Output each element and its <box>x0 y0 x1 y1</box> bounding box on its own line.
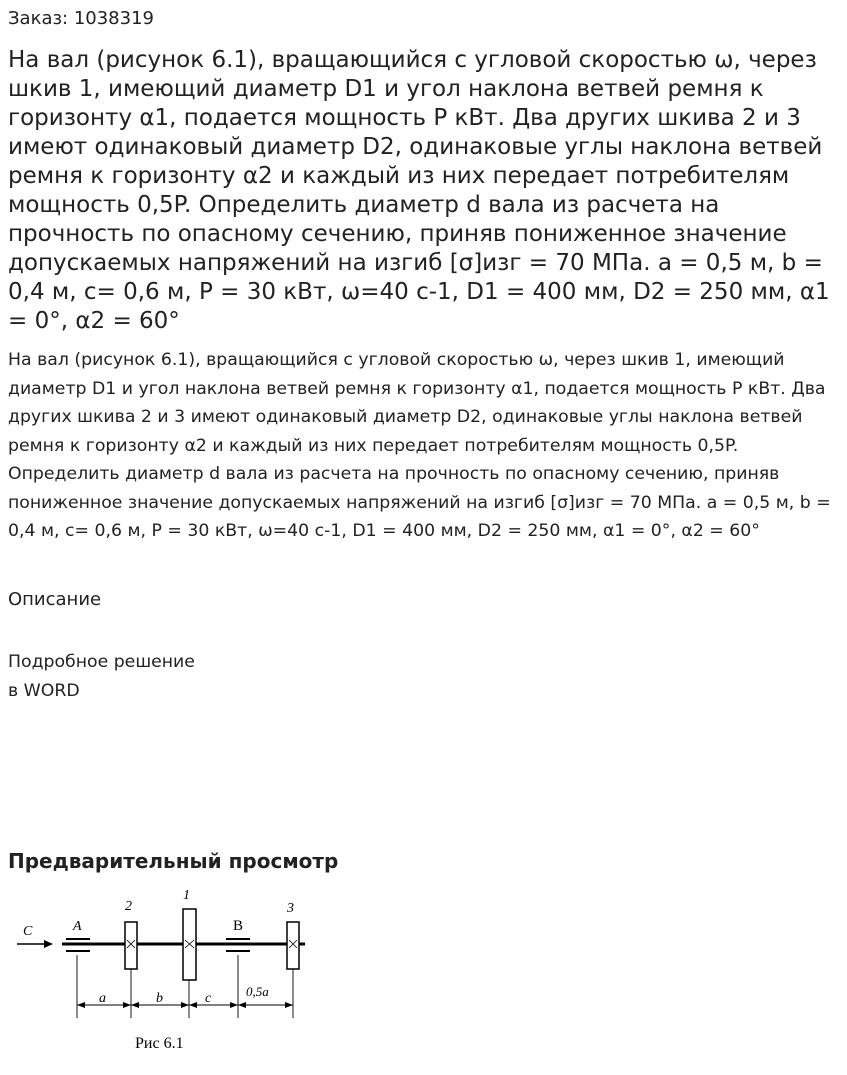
pulley-2 <box>125 922 137 969</box>
support-a-label: A <box>73 919 82 934</box>
description-line-1: Подробное решение <box>8 652 195 672</box>
pulley-2-label: 2 <box>125 899 132 914</box>
description-heading: Описание <box>8 589 102 610</box>
dim-label-half-a: 0,5a <box>246 984 269 999</box>
pulley-3-label: 3 <box>287 901 294 916</box>
pulley-3 <box>287 922 299 969</box>
shaft-diagram <box>10 880 330 1060</box>
dim-label-b: b <box>156 991 163 1006</box>
task-title: На вал (рисунок 6.1), вращающийся с угловой скоростью ω, через шкив 1, имеющий диаметр D1 и угол наклона ветвей ремня к горизонту α1, подается мощность P кВт. Два других шкива 2 и 3 имеют одинаковый диаметр D2, одинаковые углы наклона ветвей ремня к горизонту α2 и каждый из них передает потребителям мощность 0,5P. Определить диаметр d вала из расчета на прочность по опасному сечению, приняв пониженное значение допускаемых напряжений на изгиб [σ]изг = 70 МПа. a = 0,5 м, b = 0,4 м, c= 0,6 м, P = 30 кВт, ω=40 c-1, D1 = 400 мм, D2 = 250 мм, α1 = 0°, α2 = 60° <box>8 47 830 334</box>
support-b-label: B <box>233 918 244 934</box>
figure-caption: Рис 6.1 <box>135 1035 184 1052</box>
force-label: C <box>23 924 33 939</box>
pulley-1-label: 1 <box>183 888 190 903</box>
dim-label-c: c <box>205 991 212 1006</box>
task-description: На вал (рисунок 6.1), вращающийся с угловой скоростью ω, через шкив 1, имеющий диаметр D1 и угол наклона ветвей ремня к горизонту α1, подается мощность P кВт. Два других шкива 2 и 3 имеют одинаковый диаметр D2, одинаковые углы наклона ветвей ремня к горизонту α2 и каждый из них передает потребителям мощность 0,5P. Определить диаметр d вала из расчета на прочность по опасному сечению, приняв пониженное значение допускаемых напряжений на изгиб [σ]изг = 70 МПа. a = 0,5 м, b = 0,4 м, c= 0,6 м, P = 30 кВт, ω=40 c-1, D1 = 400 мм, D2 = 250 мм, α1 = 0°, α2 = 60° <box>8 350 831 541</box>
order-number: Заказ: 1038319 <box>8 8 154 29</box>
dim-label-a: a <box>99 991 106 1006</box>
force-arrow-head <box>44 940 53 948</box>
description-line-2: в WORD <box>8 681 80 701</box>
preview-heading: Предварительный просмотр <box>8 849 339 873</box>
